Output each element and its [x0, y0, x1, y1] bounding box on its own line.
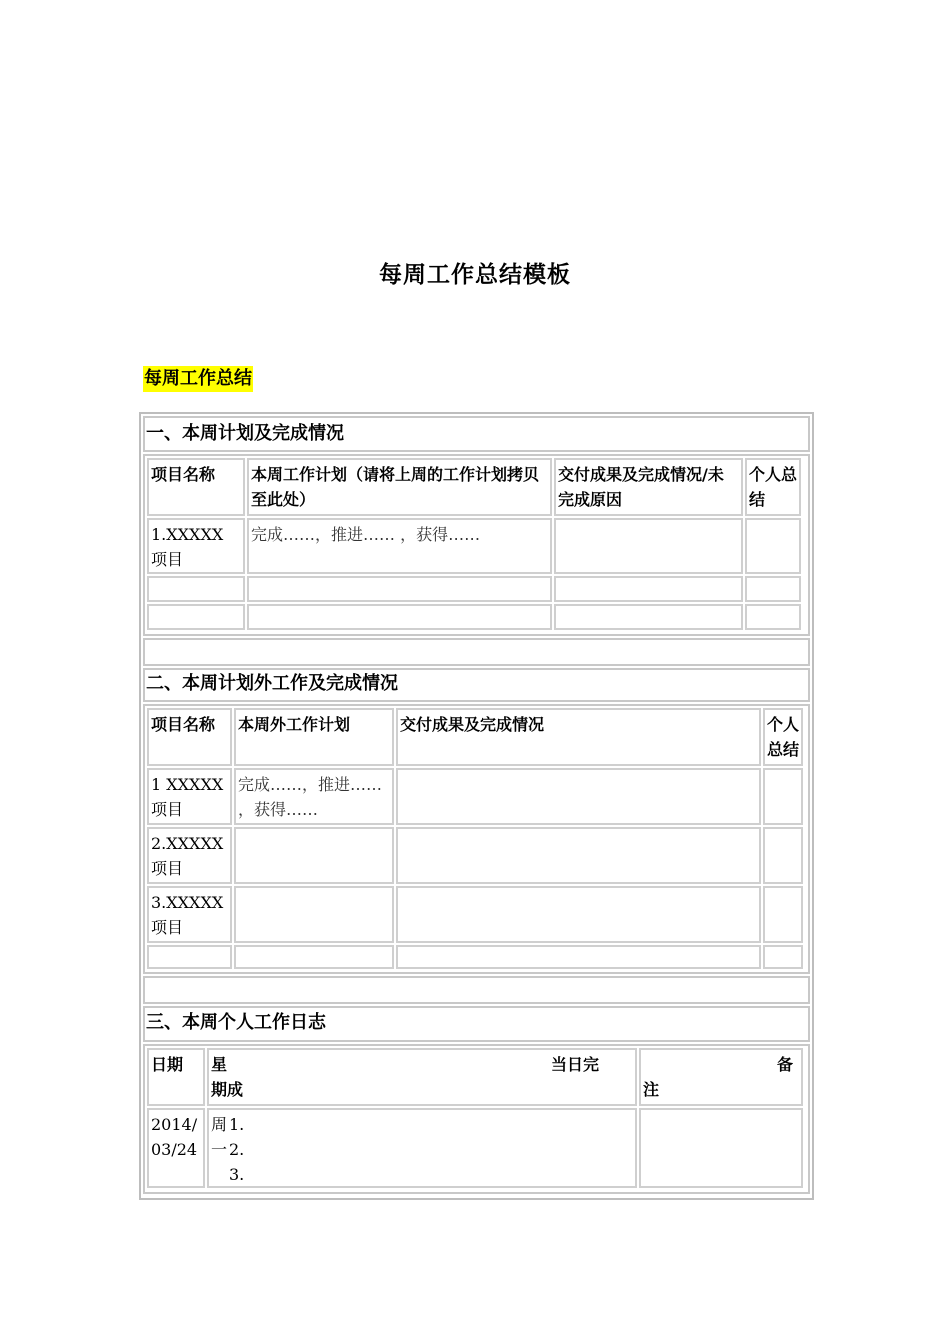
s1-r2-project	[147, 576, 245, 602]
s2-r1-project: 1 XXXXX 项目	[147, 768, 232, 825]
s3-item-3: 3.	[229, 1165, 245, 1184]
s1-r2-plan	[247, 576, 552, 602]
s1-header-project: 项目名称	[147, 458, 245, 516]
s1-r1-project: 1.XXXXX 项目	[147, 518, 245, 574]
s2-r1-deliverable	[396, 768, 761, 825]
s1-r2-summary	[745, 576, 801, 602]
s1-r2-deliverable	[554, 576, 743, 602]
section3-title: 三、本周个人工作日志	[146, 1012, 326, 1033]
s2-r3-summary	[763, 886, 803, 943]
s3-header-date: 日期	[147, 1048, 205, 1106]
s2-r4-summary	[763, 945, 803, 969]
s3-header-note-top: 备	[776, 1055, 793, 1074]
s3-r1-weekday: 周一	[207, 1108, 227, 1188]
section1-title: 一、本周计划及完成情况	[146, 423, 344, 444]
s1-r3-project	[147, 604, 245, 630]
s1-header-deliverable: 交付成果及完成情况/未完成原因	[554, 458, 743, 516]
s2-r3-project: 3.XXXXX 项目	[147, 886, 232, 943]
s3-header-weekday-bottom: 期	[211, 1080, 228, 1099]
s2-r3-deliverable	[396, 886, 761, 943]
s2-r2-deliverable	[396, 827, 761, 884]
s2-r2-project: 2.XXXXX 项目	[147, 827, 232, 884]
s3-r1-items	[227, 1108, 637, 1188]
s3-header-weekday-complete	[207, 1048, 637, 1106]
s3-item-1: 1.	[229, 1115, 245, 1134]
s1-r1-deliverable	[554, 518, 743, 574]
s1-r3-deliverable	[554, 604, 743, 630]
s2-r1-summary	[763, 768, 803, 825]
summary-table	[139, 412, 814, 1200]
s3-header-weekday-top: 星	[211, 1055, 228, 1074]
s2-header-project: 项目名称	[147, 708, 232, 766]
s3-r1-date: 2014/03/24	[147, 1108, 205, 1188]
highlight-heading: 每周工作总结	[143, 366, 253, 392]
s2-header-plan: 本周外工作计划	[234, 708, 394, 766]
s1-r1-plan: 完成……，推进…… ，获得……	[247, 518, 552, 574]
s2-r4-plan	[234, 945, 394, 969]
s2-r4-project	[147, 945, 232, 969]
s3-header-complete-bottom: 成	[227, 1080, 244, 1099]
s2-header-deliverable: 交付成果及完成情况	[396, 708, 761, 766]
s3-r1-note	[639, 1108, 803, 1188]
s3-header-complete-top: 当日完	[551, 1055, 600, 1074]
s1-header-summary: 个人总结	[745, 458, 801, 516]
s2-header-summary: 个人总结	[763, 708, 803, 766]
spacer-row-1	[143, 638, 810, 666]
s1-header-plan: 本周工作计划（请将上周的工作计划拷贝至此处）	[247, 458, 552, 516]
s3-header-note-bottom: 注	[643, 1080, 660, 1099]
s2-r1-plan: 完成……，推进…… ，获得……	[234, 768, 394, 825]
document-title: 每周工作总结模板	[379, 262, 571, 288]
spacer-row-2	[143, 976, 810, 1004]
section2-title: 二、本周计划外工作及完成情况	[146, 673, 398, 694]
s1-r3-plan	[247, 604, 552, 630]
s2-r2-summary	[763, 827, 803, 884]
s2-r3-plan	[234, 886, 394, 943]
s2-r2-plan	[234, 827, 394, 884]
s1-r3-summary	[745, 604, 801, 630]
s3-item-2: 2.	[229, 1140, 245, 1159]
s3-header-note	[639, 1048, 803, 1106]
s2-r4-deliverable	[396, 945, 761, 969]
s1-r1-summary	[745, 518, 801, 574]
